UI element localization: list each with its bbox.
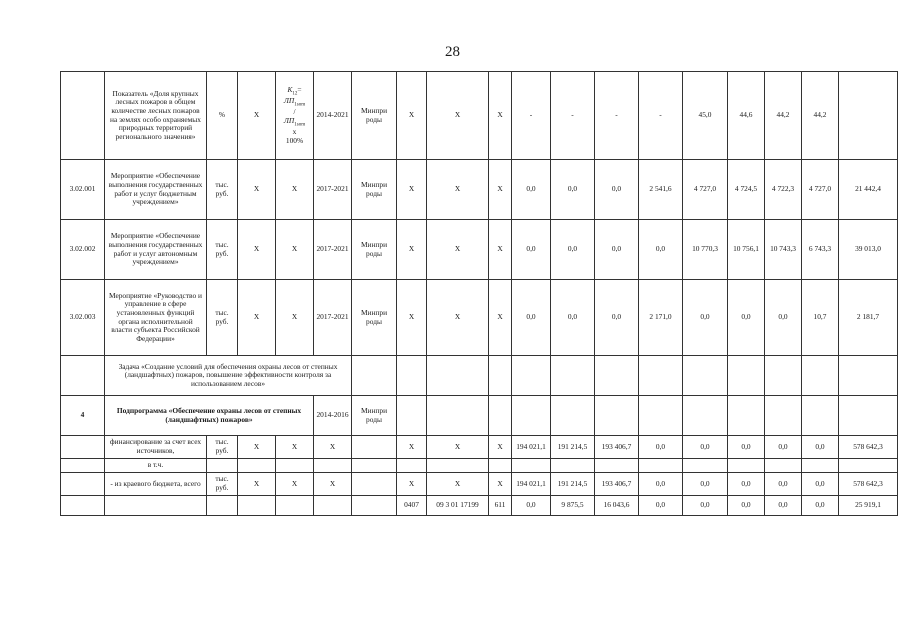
- value-cell: [839, 72, 898, 160]
- value-cell: 44,2: [802, 72, 839, 160]
- value-cell: 4 722,3: [765, 160, 802, 220]
- period-cell: 2014-2021: [314, 72, 352, 160]
- kbk-type: 611: [489, 496, 512, 516]
- value-cell: 9 875,5: [551, 496, 595, 516]
- value-cell: -: [595, 72, 639, 160]
- period-cell: 2014-2016: [314, 396, 352, 436]
- value-cell: 0,0: [512, 496, 551, 516]
- value-cell: 0,0: [551, 220, 595, 280]
- page-number: 28: [445, 44, 460, 60]
- cell-x: X: [427, 280, 489, 356]
- table-row: [61, 220, 898, 280]
- unit-cell: тыс. руб.: [207, 280, 238, 356]
- value-cell: 0,0: [512, 160, 551, 220]
- cell-x: X: [276, 160, 314, 220]
- value-cell: 6 743,3: [802, 220, 839, 280]
- value-cell: 0,0: [683, 280, 728, 356]
- cell-x: X: [489, 72, 512, 160]
- table-row: [61, 280, 898, 356]
- value-cell: 0,0: [595, 160, 639, 220]
- value-cell: 10 770,3: [683, 220, 728, 280]
- executor-cell: Минпри роды: [352, 160, 397, 220]
- unit-cell: тыс. руб.: [207, 160, 238, 220]
- executor-cell: Минпри роды: [352, 396, 397, 436]
- period-cell: 2017-2021: [314, 160, 352, 220]
- table-row: [61, 356, 898, 396]
- value-cell: 2 181,7: [839, 280, 898, 356]
- unit-cell: тыс. руб.: [207, 436, 238, 459]
- executor-cell: Минпри роды: [352, 280, 397, 356]
- cell-x: X: [489, 220, 512, 280]
- value-cell: 0,0: [551, 160, 595, 220]
- value-cell: 4 727,0: [802, 160, 839, 220]
- table-row: [61, 396, 898, 436]
- cell-x: X: [238, 280, 276, 356]
- value-cell: 191 214,5: [551, 436, 595, 459]
- table-row: [61, 459, 898, 473]
- value-cell: 4 727,0: [683, 160, 728, 220]
- value-cell: 193 406,7: [595, 473, 639, 496]
- cell-x: X: [427, 436, 489, 459]
- cell-x: X: [427, 473, 489, 496]
- value-cell: 0,0: [765, 473, 802, 496]
- cell-x: X: [397, 473, 427, 496]
- value-cell: 194 021,1: [512, 436, 551, 459]
- kbk-section: 0407: [397, 496, 427, 516]
- value-cell: 0,0: [765, 436, 802, 459]
- value-cell: 44,2: [765, 72, 802, 160]
- row-name: Мероприятие «Обеспечение выполнения государственных работ и услуг автономным учреждением»: [105, 220, 207, 280]
- value-cell: -: [551, 72, 595, 160]
- row-name: финансирование за счет всех источников,: [105, 436, 207, 459]
- cell-x: X: [314, 473, 352, 496]
- cell-x: X: [427, 220, 489, 280]
- row-name: Мероприятие «Руководство и управление в сфере установленных функций органа исполнительной власти субъекта Российской Федерации»: [105, 280, 207, 356]
- period-cell: 2017-2021: [314, 280, 352, 356]
- cell-x: X: [489, 436, 512, 459]
- value-cell: 0,0: [683, 496, 728, 516]
- value-cell: 0,0: [728, 496, 765, 516]
- cell-x: X: [276, 473, 314, 496]
- table-row: [61, 436, 898, 459]
- value-cell: 39 013,0: [839, 220, 898, 280]
- row-number: [61, 72, 105, 160]
- cell-x: X: [489, 473, 512, 496]
- value-cell: 0,0: [728, 436, 765, 459]
- cell-x: X: [238, 473, 276, 496]
- unit-cell: тыс. руб.: [207, 220, 238, 280]
- kbk-code: 09 3 01 17199: [427, 496, 489, 516]
- value-cell: 194 021,1: [512, 473, 551, 496]
- value-cell: 0,0: [728, 280, 765, 356]
- cell-x: X: [397, 280, 427, 356]
- value-cell: 0,0: [595, 280, 639, 356]
- cell-x: X: [314, 436, 352, 459]
- row-name: в т.ч.: [105, 459, 207, 473]
- value-cell: 0,0: [683, 436, 728, 459]
- cell-x: X: [276, 280, 314, 356]
- value-cell: 0,0: [639, 436, 683, 459]
- value-cell: 10,7: [802, 280, 839, 356]
- period-cell: 2017-2021: [314, 220, 352, 280]
- value-cell: 0,0: [512, 220, 551, 280]
- table-row: [61, 496, 898, 516]
- row-name: Мероприятие «Обеспечение выполнения государственных работ и услуг бюджетным учреждением»: [105, 160, 207, 220]
- row-number: 3.02.003: [61, 280, 105, 356]
- table-row: [61, 72, 898, 160]
- cell-x: X: [276, 436, 314, 459]
- cell-x: X: [489, 160, 512, 220]
- executor-cell: Минпри роды: [352, 72, 397, 160]
- value-cell: 0,0: [639, 473, 683, 496]
- value-cell: 193 406,7: [595, 436, 639, 459]
- value-cell: 0,0: [683, 473, 728, 496]
- value-cell: 191 214,5: [551, 473, 595, 496]
- value-cell: 0,0: [639, 220, 683, 280]
- value-cell: 0,0: [512, 280, 551, 356]
- value-cell: 25 919,1: [839, 496, 898, 516]
- value-cell: 578 642,3: [839, 436, 898, 459]
- value-cell: 0,0: [765, 280, 802, 356]
- value-cell: 0,0: [802, 436, 839, 459]
- value-cell: 21 442,4: [839, 160, 898, 220]
- formula-cell: $K_{12}=$ $ЛП_{1som}$ / $ЛП_{1som}$ x 100%: [276, 72, 314, 160]
- unit-cell: тыс. руб.: [207, 473, 238, 496]
- cell-x: X: [397, 436, 427, 459]
- subprogram-title: Подпрограмма «Обеспечение охраны лесов от степных (ландшафтных) пожаров»: [105, 396, 314, 436]
- value-cell: 10 756,1: [728, 220, 765, 280]
- row-number: 3.02.001: [61, 160, 105, 220]
- value-cell: 0,0: [802, 496, 839, 516]
- value-cell: 0,0: [595, 220, 639, 280]
- cell-x: X: [397, 220, 427, 280]
- task-cell: Задача «Создание условий для обеспечения охраны лесов от степных (ландшафтных) пожаров, повышение эффективности контроля за использованием лесов»: [105, 356, 352, 396]
- value-cell: 0,0: [551, 280, 595, 356]
- row-name: Показатель «Доля крупных лесных пожаров в общем количестве лесных пожаров на землях особо охраняемых природных территорий регионального значения»: [105, 72, 207, 160]
- value-cell: 2 171,0: [639, 280, 683, 356]
- cell-x: X: [427, 72, 489, 160]
- cell-x: X: [397, 160, 427, 220]
- value-cell: 10 743,3: [765, 220, 802, 280]
- cell-x: X: [397, 72, 427, 160]
- cell-x: X: [489, 280, 512, 356]
- value-cell: 0,0: [765, 496, 802, 516]
- value-cell: -: [512, 72, 551, 160]
- program-table: [60, 71, 898, 516]
- value-cell: 45,0: [683, 72, 728, 160]
- row-name: - из краевого бюджета, всего: [105, 473, 207, 496]
- table-row: [61, 473, 898, 496]
- value-cell: 0,0: [802, 473, 839, 496]
- table-row: [61, 160, 898, 220]
- row-number: 3.02.002: [61, 220, 105, 280]
- value-cell: 0,0: [728, 473, 765, 496]
- cell-x: X: [238, 220, 276, 280]
- value-cell: 2 541,6: [639, 160, 683, 220]
- cell-x: X: [276, 220, 314, 280]
- unit-cell: %: [207, 72, 238, 160]
- cell-x: X: [427, 160, 489, 220]
- value-cell: 0,0: [639, 496, 683, 516]
- cell-x: X: [238, 160, 276, 220]
- executor-cell: Минпри роды: [352, 220, 397, 280]
- cell-x: X: [238, 436, 276, 459]
- value-cell: 44,6: [728, 72, 765, 160]
- value-cell: 16 043,6: [595, 496, 639, 516]
- row-number: 4: [61, 396, 105, 436]
- value-cell: -: [639, 72, 683, 160]
- value-cell: 4 724,5: [728, 160, 765, 220]
- value-cell: 578 642,3: [839, 473, 898, 496]
- cell-x: X: [238, 72, 276, 160]
